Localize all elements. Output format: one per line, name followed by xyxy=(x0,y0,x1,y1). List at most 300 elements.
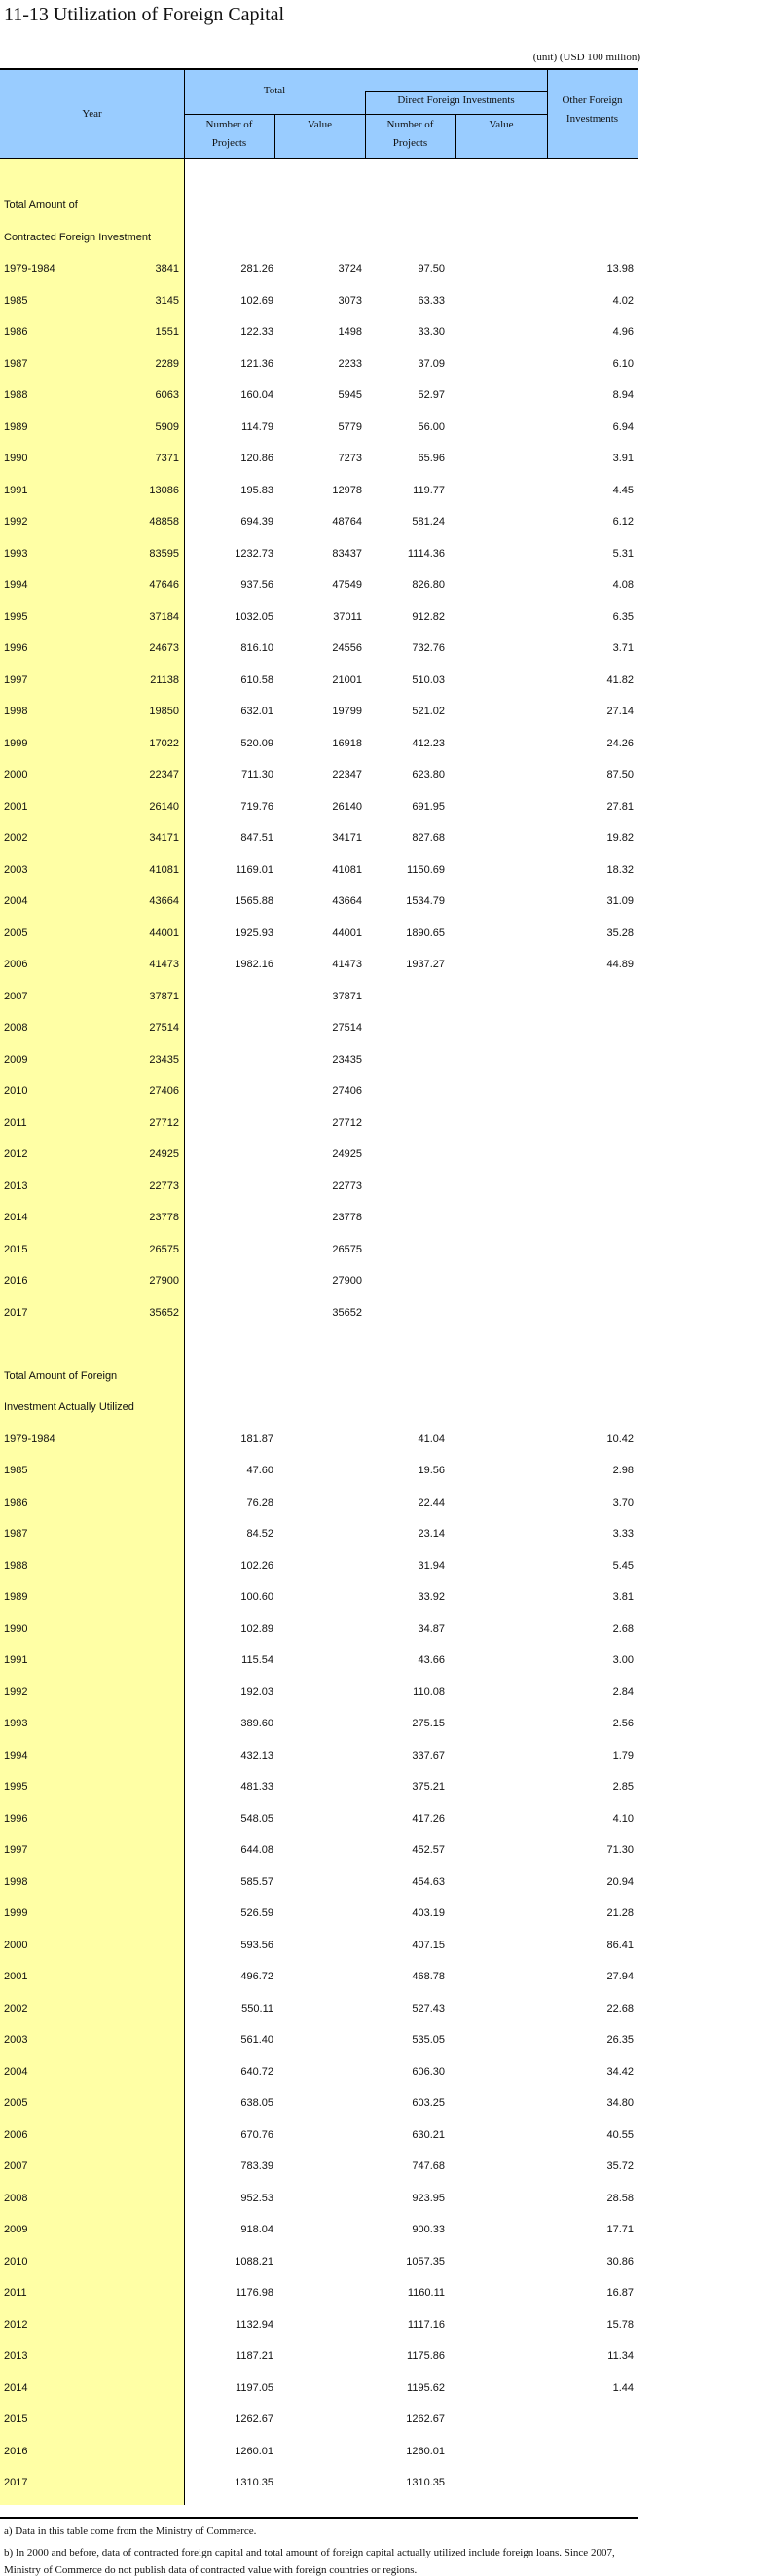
year-cell: 2001 xyxy=(4,800,28,813)
other-cell: 34.80 xyxy=(606,2097,634,2109)
other-cell: 27.81 xyxy=(606,800,634,813)
other-cell: 2.68 xyxy=(612,1622,634,1635)
other-cell: 40.55 xyxy=(606,2128,634,2141)
table-row xyxy=(0,1424,638,1456)
projects-dfi-cell: 2233 xyxy=(338,357,362,370)
year-cell: 2008 xyxy=(4,2192,28,2204)
value-dfi-cell: 827.68 xyxy=(412,832,445,844)
value-dfi-cell: 37.09 xyxy=(418,357,445,370)
other-cell: 3.91 xyxy=(612,453,634,464)
year-cell: 2007 xyxy=(4,2160,28,2172)
projects-total-cell: 27406 xyxy=(149,1085,179,1097)
projects-total-cell: 44001 xyxy=(149,926,179,939)
value-total-cell: 1232.73 xyxy=(235,547,273,560)
value-total-cell: 644.08 xyxy=(240,1844,273,1856)
other-cell: 6.12 xyxy=(612,516,634,527)
value-total-cell: 1032.05 xyxy=(235,610,273,623)
value-dfi-cell: 826.80 xyxy=(412,579,445,591)
other-cell: 17.71 xyxy=(606,2224,634,2235)
other-cell: 5.45 xyxy=(612,1559,634,1572)
year-cell: 2003 xyxy=(4,863,28,876)
projects-total-cell: 43664 xyxy=(149,895,179,907)
year-cell: 1996 xyxy=(4,1812,28,1825)
table-row xyxy=(0,2087,638,2120)
table-row xyxy=(0,1265,638,1297)
value-total-cell: 47.60 xyxy=(246,1465,273,1476)
header-other-1: Other Foreign xyxy=(562,94,623,106)
projects-dfi-cell: 37011 xyxy=(333,610,362,623)
value-total-cell: 937.56 xyxy=(240,579,273,591)
value-dfi-cell: 468.78 xyxy=(412,1971,445,1982)
value-dfi-cell: 1937.27 xyxy=(406,959,445,970)
value-dfi-cell: 417.26 xyxy=(412,1812,445,1825)
value-dfi-cell: 535.05 xyxy=(412,2034,445,2046)
projects-dfi-cell: 44001 xyxy=(332,926,362,939)
value-dfi-cell: 1117.16 xyxy=(407,2318,445,2331)
table-row xyxy=(0,601,638,634)
value-total-cell: 102.26 xyxy=(240,1559,273,1572)
table-row xyxy=(0,1740,638,1772)
table-row xyxy=(0,1518,638,1550)
header-projects-1: Number of xyxy=(205,119,253,130)
header-other-2: Investments xyxy=(565,113,619,125)
value-total-cell: 610.58 xyxy=(240,673,273,686)
table-row xyxy=(0,538,638,570)
value-dfi-cell: 1890.65 xyxy=(406,926,445,939)
table-row xyxy=(0,380,638,412)
value-total-cell: 160.04 xyxy=(240,389,273,401)
value-total-cell: 1982.16 xyxy=(235,959,273,970)
year-cell: 2012 xyxy=(4,2318,28,2331)
other-cell: 24.26 xyxy=(606,737,634,749)
table-row xyxy=(0,1708,638,1740)
year-cell: 2004 xyxy=(4,895,28,907)
other-cell: 26.35 xyxy=(606,2034,634,2046)
table-row xyxy=(0,1487,638,1519)
value-total-cell: 632.01 xyxy=(240,706,273,717)
year-cell: 1992 xyxy=(4,516,28,527)
year-cell: 2012 xyxy=(4,1148,28,1160)
table-row xyxy=(0,1044,638,1076)
unit-label: (unit) (USD 100 million) xyxy=(532,52,640,63)
year-cell: 1997 xyxy=(4,673,28,686)
table-row xyxy=(0,1645,638,1677)
value-dfi-cell: 31.94 xyxy=(418,1559,445,1572)
note-b-line2: Ministry of Commerce do not publish data of contracted value with foreign countries or regions. xyxy=(4,2564,418,2576)
table-row xyxy=(0,791,638,823)
value-dfi-cell: 43.66 xyxy=(418,1654,445,1666)
value-total-cell: 102.89 xyxy=(240,1622,273,1635)
projects-dfi-cell: 24556 xyxy=(332,642,362,654)
year-cell: 2016 xyxy=(4,1275,28,1287)
value-dfi-cell: 630.21 xyxy=(412,2128,445,2141)
table-row xyxy=(0,569,638,601)
value-total-cell: 847.51 xyxy=(240,832,273,844)
projects-total-cell: 35652 xyxy=(149,1306,179,1319)
value-total-cell: 120.86 xyxy=(240,453,273,464)
value-total-cell: 952.53 xyxy=(240,2192,273,2204)
projects-total-cell: 27514 xyxy=(149,1022,179,1034)
header-value: Value xyxy=(307,119,333,130)
value-total-cell: 1197.05 xyxy=(236,2381,273,2394)
projects-dfi-cell: 27712 xyxy=(332,1116,362,1129)
projects-total-cell: 37184 xyxy=(149,610,179,623)
table-row xyxy=(0,316,638,348)
other-cell: 3.71 xyxy=(612,642,634,654)
year-cell: 2004 xyxy=(4,2065,28,2078)
year-cell: 1994 xyxy=(4,1749,28,1761)
value-total-cell: 1088.21 xyxy=(235,2255,273,2268)
projects-dfi-cell: 41473 xyxy=(332,959,362,970)
section-label: Total Amount of xyxy=(4,200,78,211)
projects-dfi-cell: 24925 xyxy=(332,1148,362,1160)
projects-dfi-cell: 16918 xyxy=(332,737,362,749)
table-row xyxy=(0,1107,638,1140)
value-dfi-cell: 581.24 xyxy=(412,516,445,527)
other-cell: 34.42 xyxy=(606,2065,634,2078)
projects-dfi-cell: 41081 xyxy=(332,863,362,876)
other-cell: 35.72 xyxy=(606,2160,634,2172)
year-cell: 1999 xyxy=(4,737,28,749)
table-bottom-rule xyxy=(0,2517,638,2519)
projects-total-cell: 13086 xyxy=(149,484,179,496)
table-row xyxy=(0,1234,638,1266)
table-row xyxy=(0,1455,638,1487)
value-total-cell: 181.87 xyxy=(240,1433,273,1445)
table-row xyxy=(0,2214,638,2246)
value-dfi-cell: 1175.86 xyxy=(407,2350,445,2362)
other-cell: 2.98 xyxy=(612,1465,634,1476)
value-dfi-cell: 1310.35 xyxy=(406,2477,445,2488)
table-row xyxy=(0,1898,638,1930)
value-dfi-cell: 732.76 xyxy=(412,642,445,654)
projects-total-cell: 22347 xyxy=(149,769,179,780)
year-cell: 1989 xyxy=(4,420,28,433)
value-dfi-cell: 23.14 xyxy=(418,1528,445,1540)
note-a: a) Data in this table come from the Ministry of Commerce. xyxy=(4,2525,257,2537)
year-cell: 2011 xyxy=(4,1116,27,1129)
table-row xyxy=(0,1993,638,2025)
value-total-cell: 84.52 xyxy=(246,1528,273,1540)
value-dfi-cell: 900.33 xyxy=(412,2224,445,2235)
section2-rows xyxy=(0,1424,638,2499)
table-row xyxy=(0,1961,638,1993)
projects-dfi-cell: 35652 xyxy=(332,1306,362,1319)
table-body xyxy=(0,159,638,2505)
year-cell: 1985 xyxy=(4,294,28,307)
table-row xyxy=(0,2024,638,2056)
value-dfi-cell: 33.30 xyxy=(418,326,445,338)
value-dfi-cell: 1160.11 xyxy=(407,2287,445,2299)
value-total-cell: 102.69 xyxy=(240,294,273,307)
year-cell: 2000 xyxy=(4,1939,28,1951)
projects-dfi-cell: 37871 xyxy=(332,990,362,1002)
projects-dfi-cell: 26140 xyxy=(332,800,362,813)
table-row xyxy=(0,886,638,918)
value-dfi-cell: 747.68 xyxy=(412,2160,445,2172)
value-dfi-cell: 606.30 xyxy=(412,2065,445,2078)
section-label: Contracted Foreign Investment xyxy=(4,231,152,243)
year-cell: 2006 xyxy=(4,2128,28,2141)
year-cell: 2009 xyxy=(4,2224,28,2235)
other-cell: 21.28 xyxy=(606,1907,634,1919)
projects-total-cell: 47646 xyxy=(149,579,179,591)
projects-dfi-cell: 12978 xyxy=(332,484,362,496)
year-cell: 1990 xyxy=(4,1622,28,1635)
projects-dfi-cell: 48764 xyxy=(332,516,362,527)
table-row xyxy=(0,2246,638,2278)
table-row xyxy=(0,822,638,854)
projects-total-cell: 19850 xyxy=(149,706,179,717)
projects-dfi-cell: 23435 xyxy=(332,1053,362,1066)
table-row xyxy=(0,1677,638,1709)
projects-dfi-cell: 7273 xyxy=(338,453,362,464)
value-total-cell: 561.40 xyxy=(240,2034,273,2046)
value-total-cell: 114.79 xyxy=(241,420,273,433)
other-cell: 3.33 xyxy=(612,1528,634,1540)
year-cell: 1993 xyxy=(4,547,28,560)
year-cell: 2005 xyxy=(4,926,28,939)
value-total-cell: 1260.01 xyxy=(235,2445,273,2457)
year-cell: 2015 xyxy=(4,1243,28,1255)
other-cell: 27.14 xyxy=(606,706,634,717)
year-cell: 2005 xyxy=(4,2097,28,2109)
year-cell: 2000 xyxy=(4,769,28,780)
value-total-cell: 816.10 xyxy=(240,642,273,654)
table-row xyxy=(0,253,638,285)
value-total-cell: 121.36 xyxy=(240,357,273,370)
year-cell: 1979-1984 xyxy=(4,1433,55,1445)
projects-dfi-cell: 22773 xyxy=(332,1179,362,1192)
value-dfi-cell: 56.00 xyxy=(418,420,445,433)
table-row xyxy=(0,949,638,981)
projects-dfi-cell: 83437 xyxy=(332,547,362,560)
projects-dfi-cell: 34171 xyxy=(332,832,362,844)
projects-dfi-cell: 1498 xyxy=(338,326,362,338)
note-b-line1: b) In 2000 and before, data of contracted foreign capital and total amount of foreign capital actually utilized include foreign loans. Since 2007, xyxy=(4,2547,615,2558)
table-row xyxy=(0,2404,638,2436)
value-dfi-cell: 403.19 xyxy=(412,1907,445,1919)
year-cell: 2007 xyxy=(4,990,28,1002)
table-row xyxy=(0,443,638,475)
value-total-cell: 694.39 xyxy=(240,516,273,527)
value-dfi-cell: 33.92 xyxy=(418,1591,445,1603)
other-cell: 87.50 xyxy=(606,769,634,780)
table-row xyxy=(0,412,638,444)
table-row xyxy=(0,2436,638,2468)
value-dfi-cell: 110.08 xyxy=(413,1686,445,1698)
year-cell: 2001 xyxy=(4,1971,28,1982)
other-cell: 3.81 xyxy=(612,1591,634,1603)
header-projects-2: Projects xyxy=(392,137,428,149)
other-cell: 10.42 xyxy=(606,1433,634,1445)
value-total-cell: 548.05 xyxy=(240,1812,273,1825)
year-cell: 2015 xyxy=(4,2413,28,2425)
other-cell: 31.09 xyxy=(606,895,634,907)
year-cell: 1995 xyxy=(4,1781,28,1793)
projects-total-cell: 21138 xyxy=(150,673,179,686)
other-cell: 35.28 xyxy=(606,926,634,939)
value-dfi-cell: 22.44 xyxy=(418,1496,445,1508)
value-dfi-cell: 923.95 xyxy=(412,2192,445,2204)
year-cell: 1987 xyxy=(4,1528,28,1540)
other-cell: 44.89 xyxy=(606,959,634,970)
year-cell: 1989 xyxy=(4,1591,28,1603)
year-cell: 2003 xyxy=(4,2034,28,2046)
other-cell: 4.02 xyxy=(612,294,634,307)
value-dfi-cell: 52.97 xyxy=(418,389,445,401)
value-dfi-cell: 97.50 xyxy=(418,263,445,274)
other-cell: 28.58 xyxy=(606,2192,634,2204)
table-row xyxy=(0,854,638,887)
table-row xyxy=(0,1581,638,1614)
table-row xyxy=(0,2183,638,2215)
other-cell: 20.94 xyxy=(606,1875,634,1888)
value-dfi-cell: 452.57 xyxy=(412,1844,445,1856)
other-cell: 16.87 xyxy=(606,2287,634,2299)
table-row xyxy=(0,1202,638,1234)
projects-total-cell: 5909 xyxy=(155,420,179,433)
projects-total-cell: 26575 xyxy=(149,1243,179,1255)
table-row xyxy=(0,2277,638,2309)
value-total-cell: 719.76 xyxy=(240,800,273,813)
projects-total-cell: 34171 xyxy=(149,832,179,844)
value-total-cell: 432.13 xyxy=(240,1749,273,1761)
value-dfi-cell: 412.23 xyxy=(412,737,445,749)
value-dfi-cell: 510.03 xyxy=(412,673,445,686)
projects-total-cell: 37871 xyxy=(149,990,179,1002)
value-total-cell: 76.28 xyxy=(246,1496,273,1508)
value-dfi-cell: 1150.69 xyxy=(407,863,445,876)
value-total-cell: 1169.01 xyxy=(236,863,273,876)
year-cell: 2017 xyxy=(4,2477,28,2488)
year-cell: 2002 xyxy=(4,2002,28,2014)
value-dfi-cell: 19.56 xyxy=(418,1465,445,1476)
other-cell: 2.84 xyxy=(612,1686,634,1698)
projects-dfi-cell: 26575 xyxy=(332,1243,362,1255)
projects-total-cell: 27712 xyxy=(149,1116,179,1129)
year-cell: 2016 xyxy=(4,2445,28,2457)
projects-total-cell: 24925 xyxy=(149,1148,179,1160)
projects-total-cell: 23778 xyxy=(149,1212,179,1223)
value-total-cell: 1132.94 xyxy=(236,2318,273,2331)
year-cell: 1995 xyxy=(4,610,28,623)
section-label: Investment Actually Utilized xyxy=(4,1401,134,1413)
table-row xyxy=(0,1771,638,1803)
value-dfi-cell: 119.77 xyxy=(413,484,445,496)
projects-dfi-cell: 23778 xyxy=(332,1212,362,1223)
projects-dfi-cell: 5945 xyxy=(338,389,362,401)
projects-dfi-cell: 27514 xyxy=(332,1022,362,1034)
table-row xyxy=(0,2120,638,2152)
value-total-cell: 100.60 xyxy=(240,1591,273,1603)
value-total-cell: 389.60 xyxy=(240,1718,273,1729)
value-total-cell: 1262.67 xyxy=(235,2413,273,2425)
projects-dfi-cell: 19799 xyxy=(332,706,362,717)
table-row xyxy=(0,2467,638,2499)
projects-total-cell: 23435 xyxy=(149,1053,179,1066)
value-total-cell: 122.33 xyxy=(240,326,273,338)
projects-dfi-cell: 5779 xyxy=(338,420,362,433)
value-total-cell: 585.57 xyxy=(240,1875,273,1888)
year-cell: 2014 xyxy=(4,1212,28,1223)
table-row xyxy=(0,759,638,791)
projects-total-cell: 17022 xyxy=(149,737,179,749)
year-cell: 2008 xyxy=(4,1022,28,1034)
value-dfi-cell: 454.63 xyxy=(412,1875,445,1888)
other-cell: 13.98 xyxy=(606,263,634,274)
value-dfi-cell: 1195.62 xyxy=(407,2381,445,2394)
header-year: Year xyxy=(82,108,102,120)
value-dfi-cell: 337.67 xyxy=(412,1749,445,1761)
value-dfi-cell: 375.21 xyxy=(412,1781,445,1793)
header-projects-1: Number of xyxy=(386,119,434,130)
projects-dfi-cell: 22347 xyxy=(332,769,362,780)
other-cell: 30.86 xyxy=(606,2255,634,2268)
projects-dfi-cell: 47549 xyxy=(332,579,362,591)
table-row xyxy=(0,285,638,317)
other-cell: 2.56 xyxy=(612,1718,634,1729)
table-row xyxy=(0,1075,638,1107)
value-total-cell: 593.56 xyxy=(240,1939,273,1951)
other-cell: 1.79 xyxy=(612,1749,634,1761)
other-cell: 4.10 xyxy=(612,1812,634,1825)
table-row xyxy=(0,2340,638,2373)
year-cell: 2010 xyxy=(4,2255,28,2268)
header-divider xyxy=(184,114,547,115)
table-row xyxy=(0,1012,638,1044)
value-total-cell: 670.76 xyxy=(240,2128,273,2141)
projects-total-cell: 3145 xyxy=(155,294,179,307)
header-dfi: Direct Foreign Investments xyxy=(397,94,515,106)
projects-dfi-cell: 21001 xyxy=(332,673,362,686)
value-dfi-cell: 527.43 xyxy=(412,2002,445,2014)
value-total-cell: 1187.21 xyxy=(236,2350,273,2362)
value-total-cell: 783.39 xyxy=(240,2160,273,2172)
page-title: 11-13 Utilization of Foreign Capital xyxy=(4,4,285,25)
value-total-cell: 496.72 xyxy=(240,1971,273,1982)
table-row xyxy=(0,1171,638,1203)
other-cell: 1.44 xyxy=(612,2381,634,2394)
other-cell: 41.82 xyxy=(606,673,634,686)
other-cell: 2.85 xyxy=(612,1781,634,1793)
year-cell: 1988 xyxy=(4,389,28,401)
year-cell: 1985 xyxy=(4,1465,28,1476)
year-cell: 1992 xyxy=(4,1686,28,1698)
year-cell: 2017 xyxy=(4,1306,28,1319)
year-cell: 2011 xyxy=(4,2287,27,2299)
year-cell: 1993 xyxy=(4,1718,28,1729)
projects-total-cell: 27900 xyxy=(149,1275,179,1287)
value-total-cell: 1176.98 xyxy=(236,2287,273,2299)
table-row xyxy=(0,1803,638,1835)
table-row xyxy=(0,506,638,538)
other-cell: 4.96 xyxy=(612,326,634,338)
projects-total-cell: 41081 xyxy=(149,863,179,876)
value-dfi-cell: 34.87 xyxy=(418,1622,445,1635)
other-cell: 5.31 xyxy=(612,547,634,560)
projects-dfi-cell: 27406 xyxy=(332,1085,362,1097)
value-total-cell: 1925.93 xyxy=(235,926,273,939)
table-row xyxy=(0,728,638,760)
year-cell: 1996 xyxy=(4,642,28,654)
value-total-cell: 550.11 xyxy=(241,2002,273,2014)
projects-total-cell: 6063 xyxy=(155,389,179,401)
year-cell: 1986 xyxy=(4,1496,28,1508)
projects-dfi-cell: 3724 xyxy=(338,263,362,274)
table-row xyxy=(0,1834,638,1867)
table-row xyxy=(0,2373,638,2405)
